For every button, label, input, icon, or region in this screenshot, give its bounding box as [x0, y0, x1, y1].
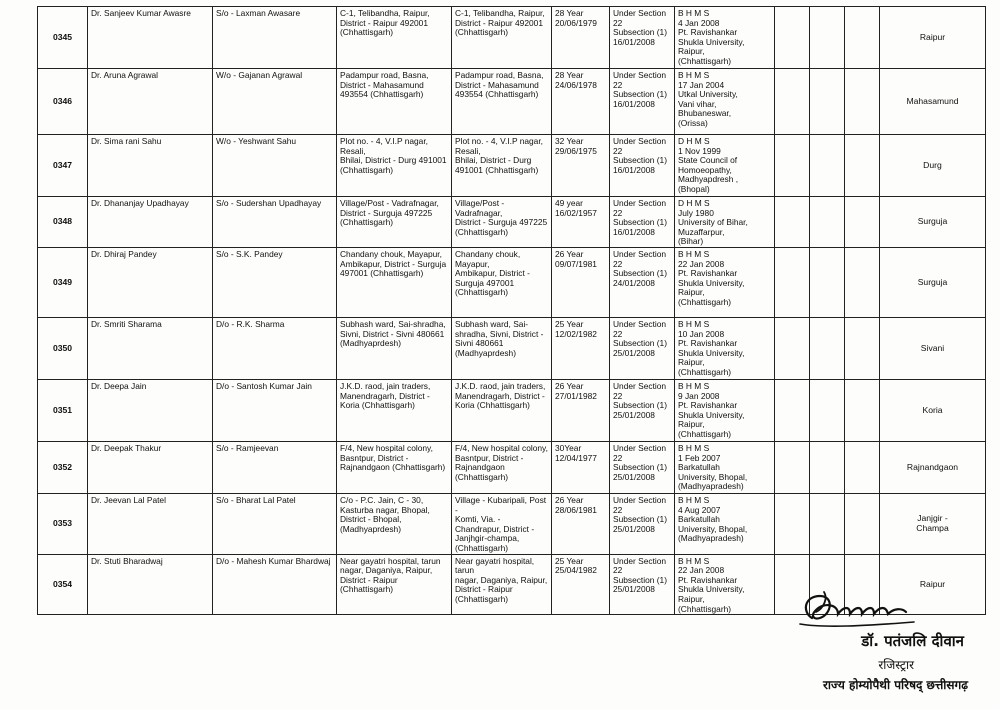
permanent-address-cell: Chandany chouk, Mayapur, Ambikapur, District - Surguja 497001 (Chhattisgarh) [337, 247, 452, 317]
permanent-address-cell: Near gayatri hospital, tarun nagar, Daganiya, Raipur, District - Raipur (Chhattisgarh) [337, 554, 452, 615]
correspondence-address-cell: Village - Kubaripali, Post - Komti, Via. - Chandrapur, District - Janjhgir-champa, (Chhattisgarh) [452, 493, 552, 554]
blank-cell [775, 441, 810, 493]
permanent-address-cell: F/4, New hospital colony, Basntpur, District - Rajnandgaon (Chhattisgarh) [337, 441, 452, 493]
qualification-cell: D H M S 1 Nov 1999 State Council of Homoeopathy, Madhyapdresh , (Bhopal) [675, 135, 775, 197]
doctor-name-cell: Dr. Dhiraj Pandey [88, 247, 213, 317]
age-dob-cell: 30Year 12/04/1977 [552, 441, 610, 493]
registration-section-cell: Under Section 22 Subsection (1) 16/01/2008 [610, 7, 675, 69]
blank-cell [810, 69, 845, 135]
district-cell: Raipur [880, 554, 986, 615]
registration-section-cell: Under Section 22 Subsection (1) 25/01/2008 [610, 379, 675, 441]
relation-cell: S/o - S.K. Pandey [213, 247, 337, 317]
qualification-cell: B H M S 4 Aug 2007 Barkatullah University, Bhopal, (Madhyapradesh) [675, 493, 775, 554]
registration-section-cell: Under Section 22 Subsection (1) 24/01/2008 [610, 247, 675, 317]
doctor-name-cell: Dr. Sanjeev Kumar Awasre [88, 7, 213, 69]
blank-cell [775, 317, 810, 379]
permanent-address-cell: C/o - P.C. Jain, C - 30, Kasturba nagar, Bhopal, District - Bhopal, (Madhyaprdesh) [337, 493, 452, 554]
table-row [38, 441, 986, 493]
serial-number-cell: 0354 [38, 554, 88, 615]
table-row [38, 493, 986, 554]
district-cell: Durg [880, 135, 986, 197]
blank-cell [810, 135, 845, 197]
permanent-address-cell: C-1, Telibandha, Raipur, District - Raipur 492001 (Chhattisgarh) [337, 7, 452, 69]
relation-cell: D/o - Santosh Kumar Jain [213, 379, 337, 441]
age-dob-cell: 28 Year 20/06/1979 [552, 7, 610, 69]
qualification-cell: B H M S 10 Jan 2008 Pt. Ravishankar Shukla University, Raipur, (Chhattisgarh) [675, 317, 775, 379]
blank-cell [845, 69, 880, 135]
qualification-cell: B H M S 9 Jan 2008 Pt. Ravishankar Shukla University, Raipur, (Chhattisgarh) [675, 379, 775, 441]
district-cell: Koria [880, 379, 986, 441]
blank-cell [775, 493, 810, 554]
district-cell: Mahasamund [880, 69, 986, 135]
serial-number-cell: 0352 [38, 441, 88, 493]
serial-number-cell: 0351 [38, 379, 88, 441]
correspondence-address-cell: C-1, Telibandha, Raipur, District - Raipur 492001 (Chhattisgarh) [452, 7, 552, 69]
relation-cell: S/o - Ramjeevan [213, 441, 337, 493]
qualification-cell: D H M S July 1980 University of Bihar, Muzaffarpur, (Bihar) [675, 197, 775, 248]
blank-cell [845, 197, 880, 248]
relation-cell: S/o - Bharat Lal Patel [213, 493, 337, 554]
table-row [38, 7, 986, 69]
age-dob-cell: 26 Year 27/01/1982 [552, 379, 610, 441]
permanent-address-cell: Plot no. - 4, V.I.P nagar, Resali, Bhilai, District - Durg 491001 (Chhattisgarh) [337, 135, 452, 197]
table-row [38, 379, 986, 441]
doctor-name-cell: Dr. Stuti Bharadwaj [88, 554, 213, 615]
registration-section-cell: Under Section 22 Subsection (1) 16/01/2008 [610, 69, 675, 135]
blank-cell [810, 197, 845, 248]
correspondence-address-cell: Near gayatri hospital, tarun nagar, Daganiya, Raipur, District - Raipur (Chhattisgarh) [452, 554, 552, 615]
blank-cell [810, 317, 845, 379]
doctor-name-cell: Dr. Aruna Agrawal [88, 69, 213, 135]
serial-number-cell: 0345 [38, 7, 88, 69]
correspondence-address-cell: Village/Post - Vadrafnagar, District - Surguja 497225 (Chhattisgarh) [452, 197, 552, 248]
blank-cell [810, 441, 845, 493]
table-row [38, 317, 986, 379]
age-dob-cell: 26 Year 09/07/1981 [552, 247, 610, 317]
qualification-cell: B H M S 17 Jan 2004 Utkal University, Vani vihar, Bhubaneswar, (Orissa) [675, 69, 775, 135]
age-dob-cell: 25 Year 12/02/1982 [552, 317, 610, 379]
relation-cell: D/o - Mahesh Kumar Bhardwaj [213, 554, 337, 615]
blank-cell [845, 7, 880, 69]
doctor-name-cell: Dr. Dhananjay Upadhayay [88, 197, 213, 248]
blank-cell [810, 7, 845, 69]
blank-cell [810, 247, 845, 317]
serial-number-cell: 0346 [38, 69, 88, 135]
registration-section-cell: Under Section 22 Subsection (1) 25/01/2008 [610, 441, 675, 493]
relation-cell: W/o - Yeshwant Sahu [213, 135, 337, 197]
blank-cell [845, 493, 880, 554]
relation-cell: S/o - Laxman Awasare [213, 7, 337, 69]
qualification-cell: B H M S 22 Jan 2008 Pt. Ravishankar Shukla University, Raipur, (Chhattisgarh) [675, 247, 775, 317]
blank-cell [775, 135, 810, 197]
blank-cell [845, 317, 880, 379]
blank-cell [810, 379, 845, 441]
doctor-name-cell: Dr. Jeevan Lal Patel [88, 493, 213, 554]
serial-number-cell: 0350 [38, 317, 88, 379]
doctor-name-cell: Dr. Deepa Jain [88, 379, 213, 441]
registration-section-cell: Under Section 22 Subsection (1) 25/01/2008 [610, 493, 675, 554]
blank-cell [845, 135, 880, 197]
table-row [38, 69, 986, 135]
blank-cell [775, 197, 810, 248]
blank-cell [810, 493, 845, 554]
registration-table [37, 6, 986, 615]
table-row [38, 247, 986, 317]
district-cell: Surguja [880, 197, 986, 248]
registration-section-cell: Under Section 22 Subsection (1) 25/01/2008 [610, 317, 675, 379]
correspondence-address-cell: F/4, New hospital colony, Basntpur, District - Rajnandgaon (Chhattisgarh) [452, 441, 552, 493]
relation-cell: D/o - R.K. Sharma [213, 317, 337, 379]
blank-cell [845, 379, 880, 441]
district-cell: Janjgir - Champa [880, 493, 986, 554]
permanent-address-cell: Subhash ward, Sai-shradha, Sivni, District - Sivni 480661 (Madhyaprdesh) [337, 317, 452, 379]
serial-number-cell: 0347 [38, 135, 88, 197]
table-row [38, 135, 986, 197]
serial-number-cell: 0353 [38, 493, 88, 554]
serial-number-cell: 0348 [38, 197, 88, 248]
correspondence-address-cell: Plot no. - 4, V.I.P nagar, Resali, Bhilai, District - Durg 491001 (Chhattisgarh) [452, 135, 552, 197]
handwritten-signature [794, 588, 924, 630]
blank-cell [775, 247, 810, 317]
district-cell: Surguja [880, 247, 986, 317]
age-dob-cell: 49 year 16/02/1957 [552, 197, 610, 248]
blank-cell [845, 247, 880, 317]
blank-cell [775, 7, 810, 69]
correspondence-address-cell: Padampur road, Basna, District - Mahasamund 493554 (Chhattisgarh) [452, 69, 552, 135]
age-dob-cell: 28 Year 24/06/1978 [552, 69, 610, 135]
doctor-name-cell: Dr. Deepak Thakur [88, 441, 213, 493]
permanent-address-cell: Padampur road, Basna, District - Mahasamund 493554 (Chhattisgarh) [337, 69, 452, 135]
district-cell: Rajnandgaon [880, 441, 986, 493]
council-name: राज्य होम्योपैथी परिषद् छत्तीसगढ़ [823, 678, 968, 692]
blank-cell [775, 379, 810, 441]
relation-cell: W/o - Gajanan Agrawal [213, 69, 337, 135]
correspondence-address-cell: Subhash ward, Sai- shradha, Sivni, District - Sivni 480661 (Madhyaprdesh) [452, 317, 552, 379]
correspondence-address-cell: Chandany chouk, Mayapur, Ambikapur, District - Surguja 497001 (Chhattisgarh) [452, 247, 552, 317]
registrar-signature-block [760, 588, 990, 710]
age-dob-cell: 32 Year 29/06/1975 [552, 135, 610, 197]
registrar-title: रजिस्ट्रार [878, 658, 914, 672]
blank-cell [845, 441, 880, 493]
registration-section-cell: Under Section 22 Subsection (1) 16/01/2008 [610, 197, 675, 248]
doctor-name-cell: Dr. Sima rani Sahu [88, 135, 213, 197]
permanent-address-cell: Village/Post - Vadrafnagar, District - Surguja 497225 (Chhattisgarh) [337, 197, 452, 248]
qualification-cell: B H M S 4 Jan 2008 Pt. Ravishankar Shukla University, Raipur, (Chhattisgarh) [675, 7, 775, 69]
qualification-cell: B H M S 22 Jan 2008 Pt. Ravishankar Shukla University, Raipur, (Chhattisgarh) [675, 554, 775, 615]
registrar-name: डॉ. पतंजलि दीवान [861, 632, 964, 650]
doctor-name-cell: Dr. Smriti Sharama [88, 317, 213, 379]
serial-number-cell: 0349 [38, 247, 88, 317]
blank-cell [775, 69, 810, 135]
registration-section-cell: Under Section 22 Subsection (1) 16/01/2008 [610, 135, 675, 197]
qualification-cell: B H M S 1 Feb 2007 Barkatullah University, Bhopal, (Madhyapradesh) [675, 441, 775, 493]
age-dob-cell: 25 Year 25/04/1982 [552, 554, 610, 615]
district-cell: Raipur [880, 7, 986, 69]
table-row [38, 197, 986, 248]
age-dob-cell: 26 Year 28/06/1981 [552, 493, 610, 554]
permanent-address-cell: J.K.D. raod, jain traders, Manendragarh, District - Koria (Chhattisgarh) [337, 379, 452, 441]
relation-cell: S/o - Sudershan Upadhayay [213, 197, 337, 248]
registration-section-cell: Under Section 22 Subsection (1) 25/01/2008 [610, 554, 675, 615]
district-cell: Sivani [880, 317, 986, 379]
correspondence-address-cell: J.K.D. raod, jain traders, Manendragarh, District - Koria (Chhattisgarh) [452, 379, 552, 441]
